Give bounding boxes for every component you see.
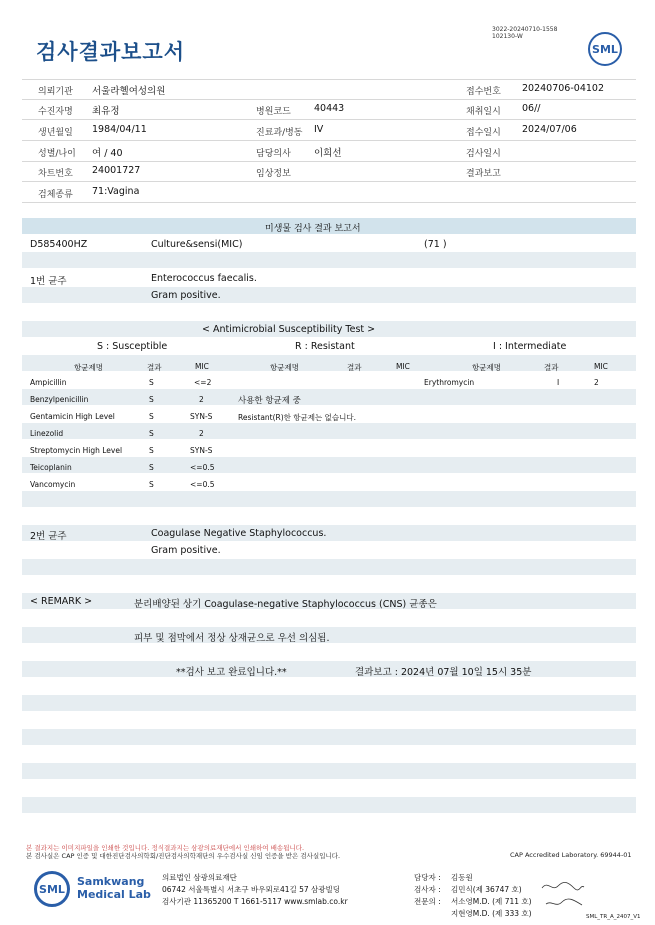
value-institution: 서울라헬여성의원 [92, 86, 166, 97]
cap-accreditation: CAP Accredited Laboratory. 69944-01 [510, 851, 632, 859]
document-id-line2: 102130-W [492, 33, 523, 40]
label-doctor: 담당의사 [256, 149, 291, 159]
label-institution: 의뢰기관 [38, 87, 73, 97]
staff-specialist-2: 지현영M.D. (제 333 호) [451, 909, 532, 918]
value-collect-date: 06// [522, 103, 541, 114]
ast-mic: <=0.5 [190, 463, 215, 472]
ast-drug: Linezolid [30, 429, 64, 438]
organism1-label: 1번 균주 [30, 276, 67, 287]
col-header-drug-2: 항균제명 [270, 363, 299, 372]
note-line1: 사용한 항균제 중 [238, 396, 301, 406]
result-report-time: 결과보고 : 2024년 07월 10일 15시 35분 [355, 667, 532, 678]
value-receipt-no: 20240706-04102 [522, 83, 605, 94]
ast-result: S [149, 378, 154, 387]
footer-registration: 검사기관 11365200 T 1661-5117 www.smlab.co.kr [162, 897, 348, 906]
ast-result: S [149, 412, 154, 421]
staff-label-specialist: 전문의 : [414, 897, 441, 906]
value-doctor: 이희선 [314, 148, 342, 159]
ast-drug: Vancomycin [30, 480, 76, 489]
value-receipt-date: 2024/07/06 [522, 124, 577, 135]
label-test-date: 검사일시 [466, 149, 501, 159]
col-header-drug-1: 항균제명 [74, 363, 103, 372]
col-header-result-3: 결과 [544, 363, 559, 372]
ast-mic: 2 [199, 395, 204, 404]
footer-address: 06742 서울특별시 서초구 바우뫼로41길 57 삼광빌딩 [162, 885, 341, 894]
col-header-mic-3: MIC [594, 362, 608, 371]
ast-result: S [149, 395, 154, 404]
staff-manager: 김동원 [451, 873, 473, 882]
value-ward-code: 40443 [314, 103, 345, 114]
ast-mic: SYN-S [190, 446, 213, 455]
remark-line2: 피부 및 점막에서 정상 상재균으로 우선 의심됨. [134, 633, 330, 644]
organism2-label: 2번 균주 [30, 531, 67, 542]
ast-drug: Teicoplanin [30, 463, 72, 472]
organism1-gram: Gram positive. [151, 290, 221, 301]
label-receipt-no: 접수번호 [466, 87, 501, 97]
ast-drug: Ampicillin [30, 378, 67, 387]
legend-resistant: R : Resistant [295, 341, 355, 352]
col-header-result-1: 결과 [147, 363, 162, 372]
label-dept: 진료과/병동 [256, 128, 303, 138]
test-name: Culture&sensi(MIC) [151, 239, 243, 250]
signature-image [540, 878, 586, 916]
staff-tester: 김민식(제 36747 호) [451, 885, 522, 894]
footer-notice-2: 본 검사실은 CAP 인증 및 대한진단검사의학회/진단검사의학재단의 우수검사실 신임 인증을 받은 검사실입니다. [26, 852, 341, 860]
ast-mic: 2 [199, 429, 204, 438]
label-collect-date: 채취일시 [466, 107, 501, 117]
ast-mic: <=0.5 [190, 480, 215, 489]
footer-sml-logo: SML [34, 871, 70, 907]
brand-line1: Samkwang [77, 875, 145, 888]
document-id-line1: 3022-20240710-1558 [492, 26, 558, 33]
remark-label: < REMARK > [30, 596, 93, 607]
staff-label-tester: 검사자 : [414, 885, 441, 894]
footer-org-name: 의료법인 삼광의료재단 [162, 873, 237, 882]
page-title: 검사결과보고서 [36, 40, 186, 64]
staff-specialist-1: 서소영M.D. (제 711 호) [451, 897, 532, 906]
section-title: 미생물 검사 결과 보고서 [265, 224, 361, 234]
note-line2: Resistant(R)한 항균제는 없습니다. [238, 413, 357, 422]
ast-drug-col3: Erythromycin [424, 378, 475, 387]
ast-result: S [149, 446, 154, 455]
col-header-mic-2: MIC [396, 362, 410, 371]
label-patient: 수진자명 [38, 107, 73, 117]
label-sex-age: 성별/나이 [38, 149, 76, 159]
label-clinical: 임상정보 [256, 169, 291, 179]
ast-result-col3: I [557, 378, 560, 387]
col-header-mic-1: MIC [195, 362, 209, 371]
value-birth: 1984/04/11 [92, 124, 147, 135]
ast-drug: Benzylpenicillin [30, 395, 89, 404]
form-code: SML_TR_A_2407_V1 [586, 914, 641, 920]
remark-line1: 분리배양된 상기 Coagulase-negative Staphylococcus (CNS) 균종은 [134, 599, 437, 610]
col-header-result-2: 결과 [347, 363, 362, 372]
ast-title: < Antimicrobial Susceptibility Test > [202, 324, 376, 335]
footer-notice-1: 본 결과지는 이미지파일을 인쇄한 것입니다. 정식결과지는 삼광의료재단에서 인쇄하여 배송됩니다. [26, 844, 305, 852]
report-complete: **검사 보고 완료입니다.** [176, 667, 287, 678]
label-specimen: 검체종류 [38, 190, 73, 200]
label-receipt-date: 접수일시 [466, 128, 501, 138]
ast-result: S [149, 429, 154, 438]
value-sex-age: 여 / 40 [92, 148, 123, 159]
document-id [492, 26, 557, 40]
ast-mic: <=2 [194, 378, 212, 387]
value-dept: IV [314, 124, 324, 135]
ast-mic: SYN-S [190, 412, 213, 421]
value-patient: 최유정 [92, 106, 120, 117]
ast-result: S [149, 463, 154, 472]
col-header-drug-3: 항균제명 [472, 363, 501, 372]
legend-intermediate: I : Intermediate [493, 341, 567, 352]
ast-drug: Gentamicin High Level [30, 412, 115, 421]
value-chart: 24001727 [92, 165, 141, 176]
organism2-gram: Gram positive. [151, 545, 221, 556]
organism2-name: Coagulase Negative Staphylococcus. [151, 528, 327, 539]
label-birth: 생년월일 [38, 128, 73, 138]
legend-susceptible: S : Susceptible [97, 341, 168, 352]
value-specimen: 71:Vagina [92, 186, 140, 197]
brand-line2: Medical Lab [77, 888, 151, 901]
label-chart: 차트번호 [38, 169, 73, 179]
label-report: 결과보고 [466, 169, 501, 179]
test-number: (71 ) [424, 239, 447, 250]
ast-result: S [149, 480, 154, 489]
sml-logo: SML [588, 32, 622, 66]
ast-mic-col3: 2 [594, 378, 599, 387]
label-ward-code: 병원코드 [256, 107, 291, 117]
organism1-name: Enterococcus faecalis. [151, 273, 257, 284]
footer-brand [77, 875, 151, 901]
test-code: D585400HZ [30, 239, 88, 250]
staff-label-manager: 담당자 : [414, 873, 441, 882]
ast-drug: Streptomycin High Level [30, 446, 123, 455]
